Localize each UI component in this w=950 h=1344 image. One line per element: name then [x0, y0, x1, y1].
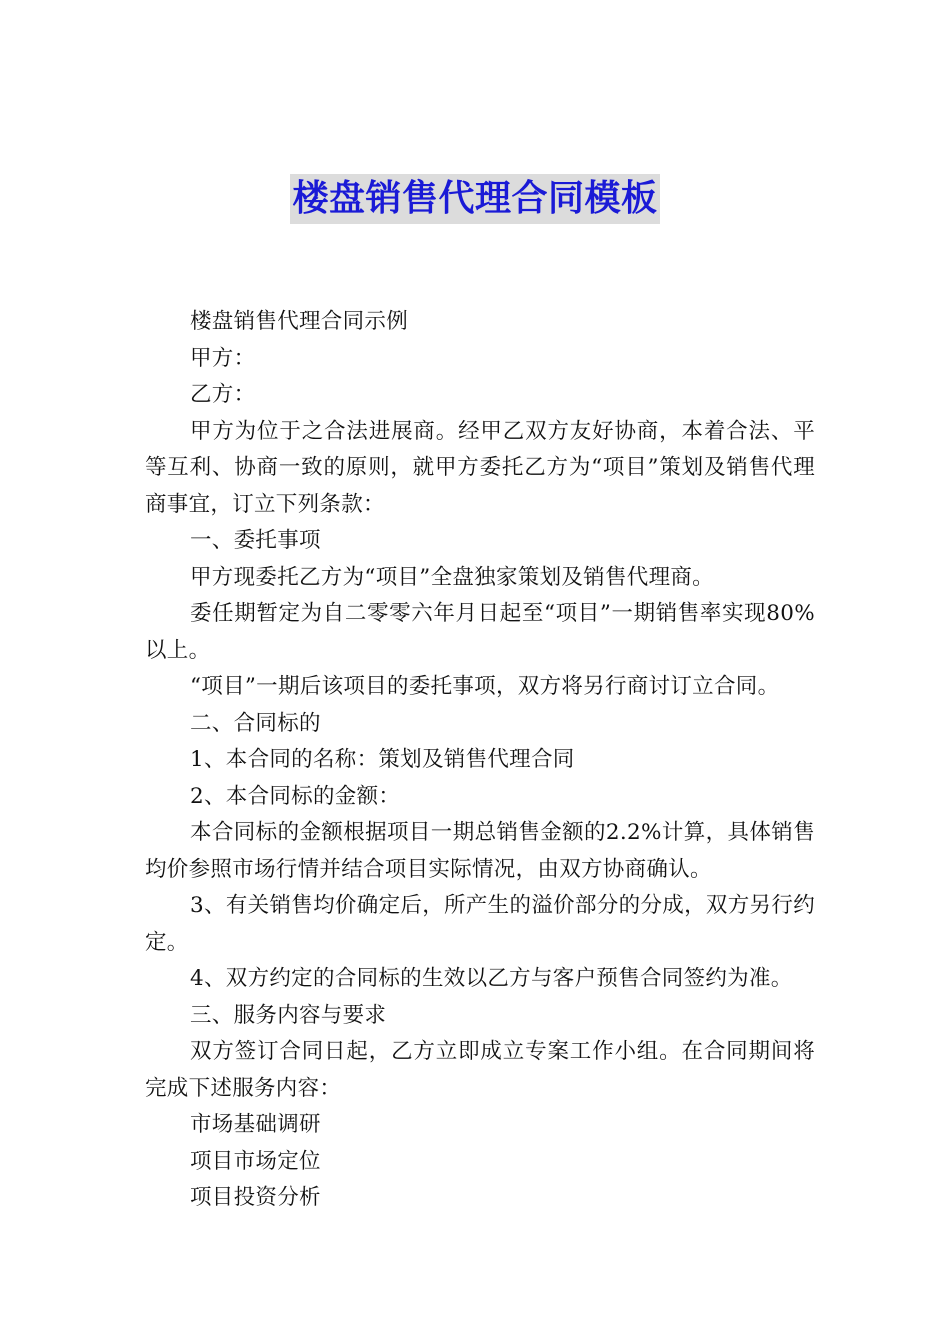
paragraph-contract-name: 1、本合同的名称：策划及销售代理合同: [190, 747, 575, 772]
paragraph-term: 委任期暂定为自二零零六年月日起至“项目”一期销售率实现80%以上。: [145, 601, 815, 663]
paragraph-effective: 4、双方约定的合同标的生效以乙方与客户预售合同签约为准。: [190, 966, 793, 991]
section-heading-contract-subject: 二、合同标的: [190, 710, 321, 736]
list-item-market-positioning: 项目市场定位: [190, 1148, 321, 1174]
paragraph-after-phase-one: “项目”一期后该项目的委托事项，双方将另行商讨订立合同。: [190, 674, 780, 699]
paragraph-preamble: 甲方为位于之合法进展商。经甲乙双方友好协商，本着合法、平等互利、协商一致的原则，就甲方委托乙方为“项目”策划及销售代理商事宜，订立下列条款：: [145, 418, 815, 517]
section-heading-services: 三、服务内容与要求: [190, 1002, 387, 1028]
paragraph-contract-amount: 2、本合同标的金额：: [190, 783, 401, 809]
paragraph-amount-detail: 本合同标的金额根据项目一期总销售金额的2.2%计算，具体销售均价参照市场行情并结合项目实际情况，由双方协商确认。: [145, 820, 815, 882]
list-item-market-research: 市场基础调研: [190, 1112, 321, 1137]
paragraph-heading-example: 楼盘销售代理合同示例: [190, 309, 409, 334]
paragraph-party-b: 乙方：: [190, 382, 256, 407]
document-title: 楼盘销售代理合同模板: [290, 174, 659, 224]
paragraph-party-a: 甲方：: [190, 345, 256, 371]
paragraph-services-intro: 双方签订合同日起，乙方立即成立专案工作小组。在合同期间将完成下述服务内容：: [145, 1039, 815, 1101]
title-container: [0, 174, 950, 224]
list-item-investment-analysis: 项目投资分析: [190, 1185, 321, 1210]
document-body: [145, 304, 815, 1217]
paragraph-entrustment: 甲方现委托乙方为“项目”全盘独家策划及销售代理商。: [190, 564, 714, 590]
section-heading-entrustment: 一、委托事项: [190, 528, 321, 553]
paragraph-premium-share: 3、有关销售均价确定后，所产生的溢价部分的分成，双方另行约定。: [145, 893, 815, 955]
